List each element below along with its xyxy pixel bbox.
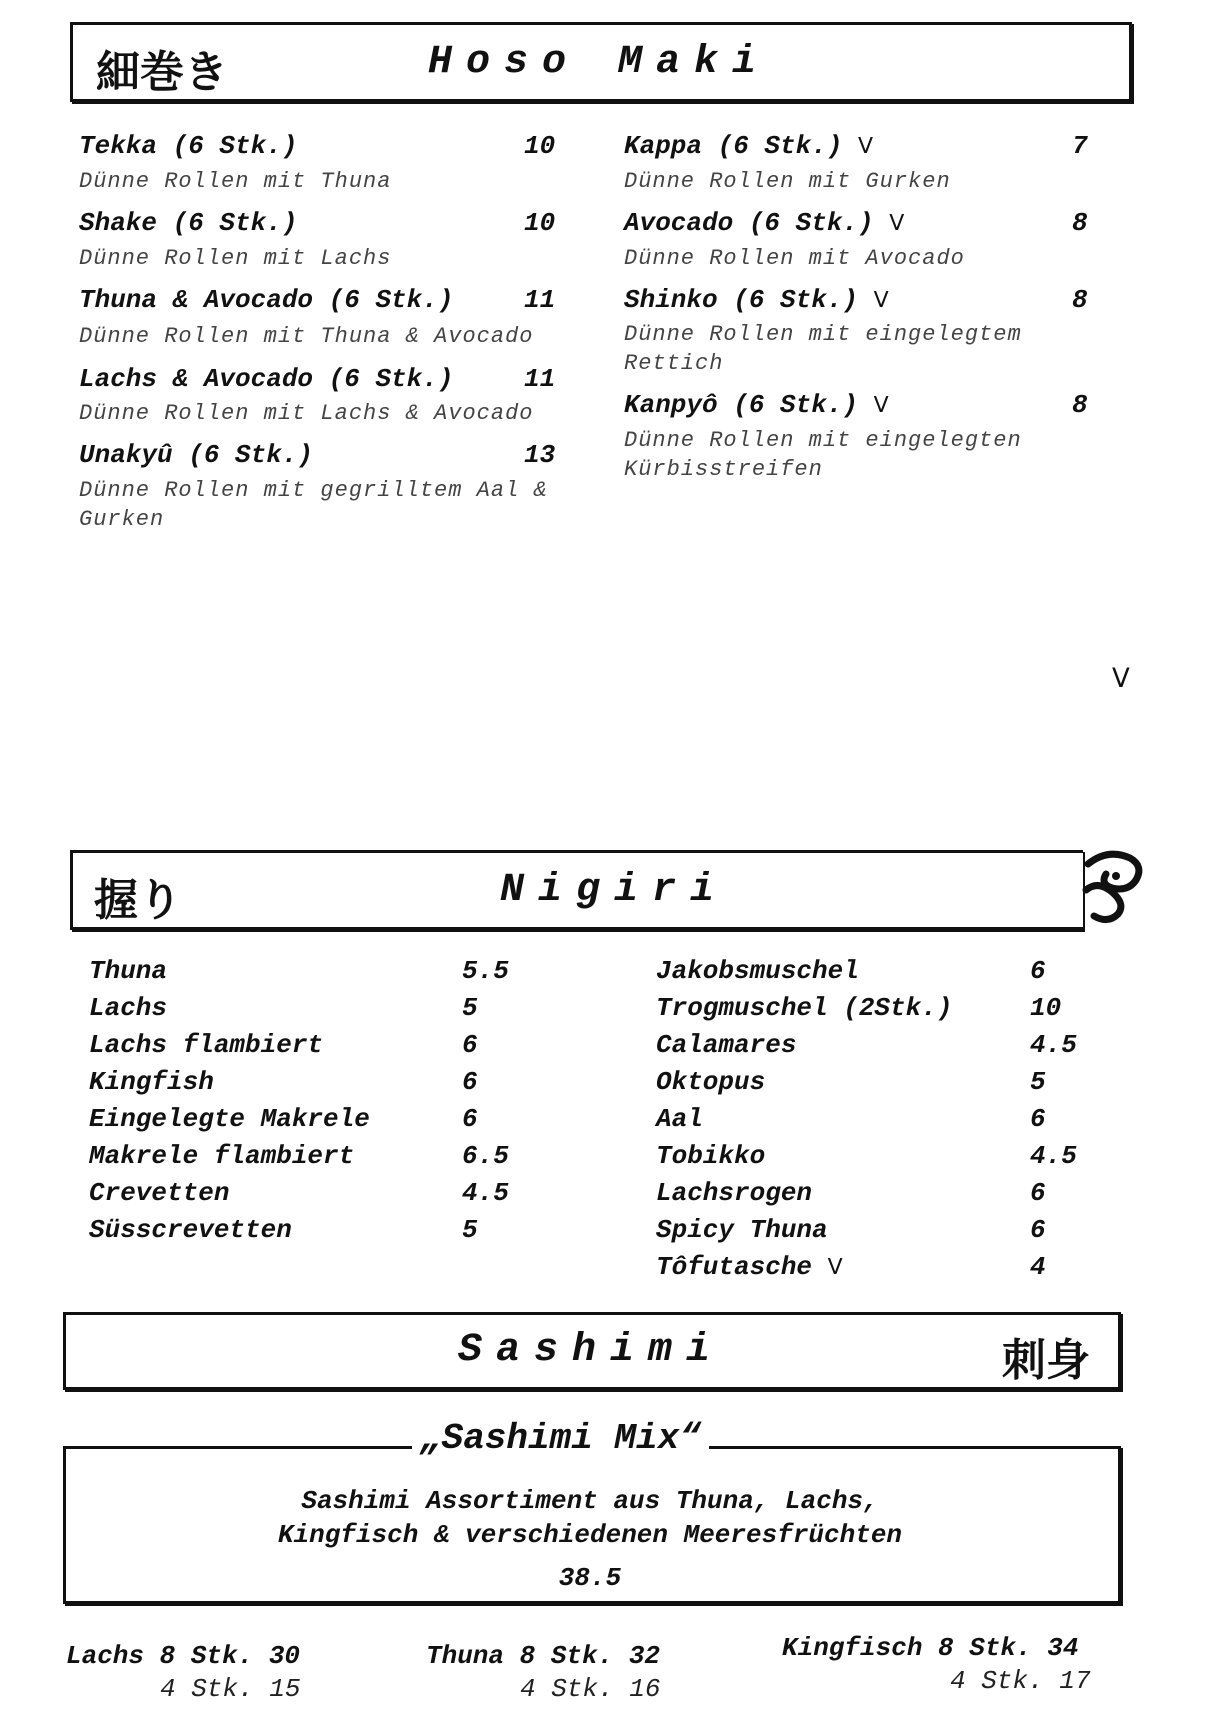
maki-item-name: Unakyû (6 Stk.) (79, 440, 314, 470)
nigiri-item-name: Eingelegte Makrele (89, 1104, 370, 1134)
maki-item-price: 11 (524, 285, 556, 315)
maki-item-name (624, 131, 873, 161)
nigiri-kanji: 握り (94, 875, 182, 926)
maki-item-name (624, 390, 889, 420)
vegetarian-icon: ᐯ (889, 211, 905, 236)
maki-item-desc: Dünne Rollen mit Thuna & Avocado (79, 324, 534, 349)
nigiri-item-price: 5.5 (462, 956, 509, 986)
nigiri-item-price: 5 (462, 993, 478, 1023)
nigiri-item-price: 6 (462, 1030, 478, 1060)
vegetarian-icon: ᐯ (873, 393, 889, 418)
maki-item-desc: Dünne Rollen mit eingelegten Kürbisstreifen (624, 428, 1022, 482)
hoso-maki-title: Hoso Maki (428, 40, 771, 85)
sashimi-size-sub: 4 Stk. 15 (160, 1674, 301, 1704)
sashimi-size-line: Thuna 8 Stk. 32 (426, 1641, 661, 1671)
nigiri-item-price: 6 (462, 1067, 478, 1097)
maki-item-name (624, 285, 889, 315)
maki-item-price: 13 (524, 440, 556, 470)
sashimi-mix-title: „Sashimi Mix“ (412, 1418, 709, 1459)
sashimi-mix-desc-2: Kingfisch & verschiedenen Meeresfrüchten (277, 1520, 903, 1550)
nigiri-item-name: Aal (656, 1104, 703, 1134)
nigiri-item-name: Lachsrogen (656, 1178, 813, 1208)
maki-item-desc: Dünne Rollen mit Thuna (79, 169, 392, 194)
nigiri-item-price: 6.5 (462, 1141, 509, 1171)
nigiri-item-price: 6 (1030, 1104, 1046, 1134)
sashimi-mix-desc-1: Sashimi Assortiment aus Thuna, Lachs, (301, 1486, 879, 1516)
vegetarian-icon: ᐯ (827, 1255, 843, 1280)
vegetarian-icon: ᐯ (873, 288, 889, 313)
sashimi-size-sub: 4 Stk. 17 (950, 1666, 1091, 1696)
nigiri-item-price: 6 (1030, 1215, 1046, 1245)
vegetarian-icon: ᐯ (858, 134, 874, 159)
nigiri-item-price: 5 (462, 1215, 478, 1245)
nigiri-item-name: Thuna (89, 956, 168, 986)
nigiri-item-price: 6 (1030, 956, 1046, 986)
maki-item-name: Lachs & Avocado (6 Stk.) (79, 364, 454, 394)
nigiri-item-price: 4.5 (1030, 1141, 1077, 1171)
sashimi-size-line: Kingfisch 8 Stk. 34 (782, 1633, 1079, 1663)
sashimi-size-sub: 4 Stk. 16 (520, 1674, 661, 1704)
sashimi-mix-price: 38.5 (558, 1563, 622, 1593)
nigiri-item-price: 4 (1030, 1252, 1046, 1282)
nigiri-item-price: 6 (462, 1104, 478, 1134)
maki-item-desc: Dünne Rollen mit Lachs & Avocado (79, 401, 534, 426)
hoso-maki-kanji: 細巻き (96, 47, 228, 98)
maki-item-name: Thuna & Avocado (6 Stk.) (79, 285, 454, 315)
nigiri-item-name: Makrele flambiert (89, 1141, 355, 1171)
sashimi-title: Sashimi (458, 1328, 725, 1373)
sashimi-size-line: Lachs 8 Stk. 30 (66, 1641, 301, 1671)
nigiri-item-name: Süsscrevetten (89, 1215, 292, 1245)
decorative-swirl-icon (1078, 846, 1148, 926)
maki-item-name: Shake (6 Stk.) (79, 208, 298, 238)
maki-item-desc: Dünne Rollen mit eingelegtem Rettich (624, 322, 1022, 376)
nigiri-item-price: 10 (1030, 993, 1062, 1023)
maki-item-label: Shinko (6 Stk.) (624, 285, 859, 315)
nigiri-item-name: Spicy Thuna (656, 1215, 828, 1245)
nigiri-item-name: Tobikko (656, 1141, 766, 1171)
maki-item-price: 10 (524, 208, 556, 238)
nigiri-item-name: Lachs (89, 993, 168, 1023)
sashimi-kanji: 刺身 (1002, 1335, 1090, 1386)
maki-item-price: 8 (1072, 208, 1088, 238)
nigiri-item-name: Oktopus (656, 1067, 766, 1097)
nigiri-item-name (656, 1252, 843, 1282)
nigiri-item-price: 5 (1030, 1067, 1046, 1097)
nigiri-item-name: Jakobsmuschel (656, 956, 859, 986)
maki-item-desc: Dünne Rollen mit Lachs (79, 246, 392, 271)
maki-item-label: Kanpyô (6 Stk.) (624, 390, 859, 420)
nigiri-item-label: Tôfutasche (656, 1252, 813, 1282)
nigiri-item-name: Lachs flambiert (89, 1030, 324, 1060)
maki-item-price: 11 (524, 364, 556, 394)
nigiri-item-price: 4.5 (462, 1178, 509, 1208)
nigiri-title: Nigiri (500, 868, 729, 913)
nigiri-item-name: Crevetten (89, 1178, 230, 1208)
maki-item-desc: Dünne Rollen mit gegrilltem Aal & Gurken (79, 478, 548, 532)
nigiri-item-name: Calamares (656, 1030, 797, 1060)
maki-item-name (624, 208, 904, 238)
maki-item-label: Avocado (6 Stk.) (624, 208, 874, 238)
maki-item-desc: Dünne Rollen mit Gurken (624, 169, 951, 194)
maki-item-name: Tekka (6 Stk.) (79, 131, 298, 161)
maki-item-desc: Dünne Rollen mit Avocado (624, 246, 965, 271)
maki-item-price: 10 (524, 131, 556, 161)
maki-item-price: 7 (1072, 131, 1088, 161)
maki-item-label: Kappa (6 Stk.) (624, 131, 843, 161)
maki-item-price: 8 (1072, 285, 1088, 315)
nigiri-item-name: Trogmuschel (2Stk.) (656, 993, 953, 1023)
maki-item-price: 8 (1072, 390, 1088, 420)
nigiri-item-price: 6 (1030, 1178, 1046, 1208)
nigiri-item-price: 4.5 (1030, 1030, 1077, 1060)
vegetarian-icon: ᐯ (1112, 664, 1130, 694)
nigiri-item-name: Kingfish (89, 1067, 214, 1097)
